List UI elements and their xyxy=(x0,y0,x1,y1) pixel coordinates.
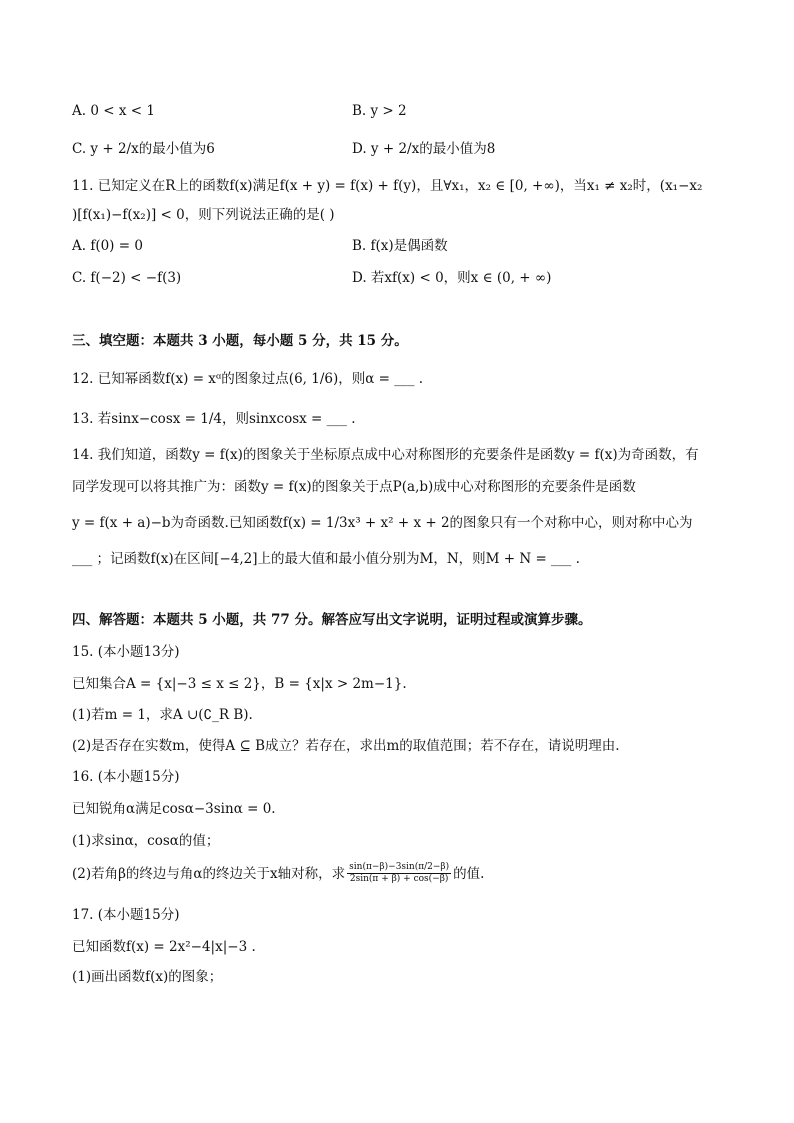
q16-line3-prefix: (2)若角β的终边与角α的终边关于x轴对称，求 xyxy=(72,865,346,882)
q17-line1: 已知函数f(x) = 2x²−4|x|−3 . xyxy=(72,939,256,955)
q13: 13. 若sinx−cosx = 1/4，则sinxcosx = ___ . xyxy=(72,411,356,427)
q11-option-a: A. f(0) = 0 xyxy=(72,238,143,254)
q10-option-a: A. 0 < x < 1 xyxy=(72,103,155,119)
q11-option-d: D. 若xf(x) < 0，则x ∈ (0, + ∞) xyxy=(352,270,552,286)
q15-line1: 已知集合A = {x|−3 ≤ x ≤ 2}，B = {x|x > 2m−1}. xyxy=(72,676,407,692)
q16-line1: 已知锐角α满足cosα−3sinα = 0. xyxy=(72,801,276,817)
q11-stem-line1: 11. 已知定义在R上的函数f(x)满足f(x + y) = f(x) + f(y)，且∀x₁，x₂ ∈ [0, +∞)，当x₁ ≠ x₂时，(x₁−x₂ xyxy=(72,178,703,194)
q15-line3: (2)是否存在实数m，使得A ⊆ B成立？若存在，求出m的取值范围；若不存在，请说明理由. xyxy=(72,738,620,754)
q14-line3: y = f(x + a)−b为奇函数.已知函数f(x) = 1/3x³ + x² + x + 2的图象只有一个对称中心，则对称中心为 xyxy=(72,515,693,531)
q14-line2: 同学发现可以将其推广为：函数y = f(x)的图象关于点P(a,b)成中心对称图形的充要条件是函数 xyxy=(72,479,636,495)
q10-option-c: C. y + 2/x的最小值为6 xyxy=(72,141,215,157)
q16-fraction-denominator: 2sin(π + β) + cos(−β) xyxy=(349,874,449,884)
q16-line2: (1)求sinα，cosα的值； xyxy=(72,833,220,849)
q17-header: 17. (本小题15分) xyxy=(72,907,180,923)
q10-option-b: B. y > 2 xyxy=(352,103,407,119)
q16-fraction xyxy=(347,862,451,885)
q16-fraction-numerator: sin(π−β)−3sin(π/2−β) xyxy=(349,862,450,872)
q15-line2: (1)若m = 1，求A ∪(∁_R B). xyxy=(72,707,253,723)
q16-line3-suffix: 的值. xyxy=(453,865,485,882)
q10-option-d: D. y + 2/x的最小值为8 xyxy=(352,141,496,157)
q11-stem-line2: )[f(x₁)−f(x₂)] < 0，则下列说法正确的是( ) xyxy=(72,207,335,223)
q14-line4: ___ ；记函数f(x)在区间[−4,2]上的最大值和最小值分别为M，N，则M + N = ___ . xyxy=(72,551,580,567)
q11-option-c: C. f(−2) < −f(3) xyxy=(72,270,182,286)
section-3-heading: 三、填空题：本题共 3 小题，每小题 5 分，共 15 分。 xyxy=(72,333,408,349)
q16-line3 xyxy=(72,862,484,885)
q17-line2: (1)画出函数f(x)的图象； xyxy=(72,969,223,985)
section-4-heading: 四、解答题：本题共 5 小题，共 77 分。解答应写出文字说明，证明过程或演算步骤。 xyxy=(72,612,592,628)
q15-header: 15. (本小题13分) xyxy=(72,644,180,660)
q11-option-b: B. f(x)是偶函数 xyxy=(352,238,448,254)
q16-header: 16. (本小题15分) xyxy=(72,769,180,785)
q12: 12. 已知幂函数f(x) = xᵅ的图象过点(6, 1/6)，则α = ___ . xyxy=(72,371,424,387)
q14-line1: 14. 我们知道，函数y = f(x)的图象关于坐标原点成中心对称图形的充要条件是函数y = f(x)为奇函数，有 xyxy=(72,447,699,463)
